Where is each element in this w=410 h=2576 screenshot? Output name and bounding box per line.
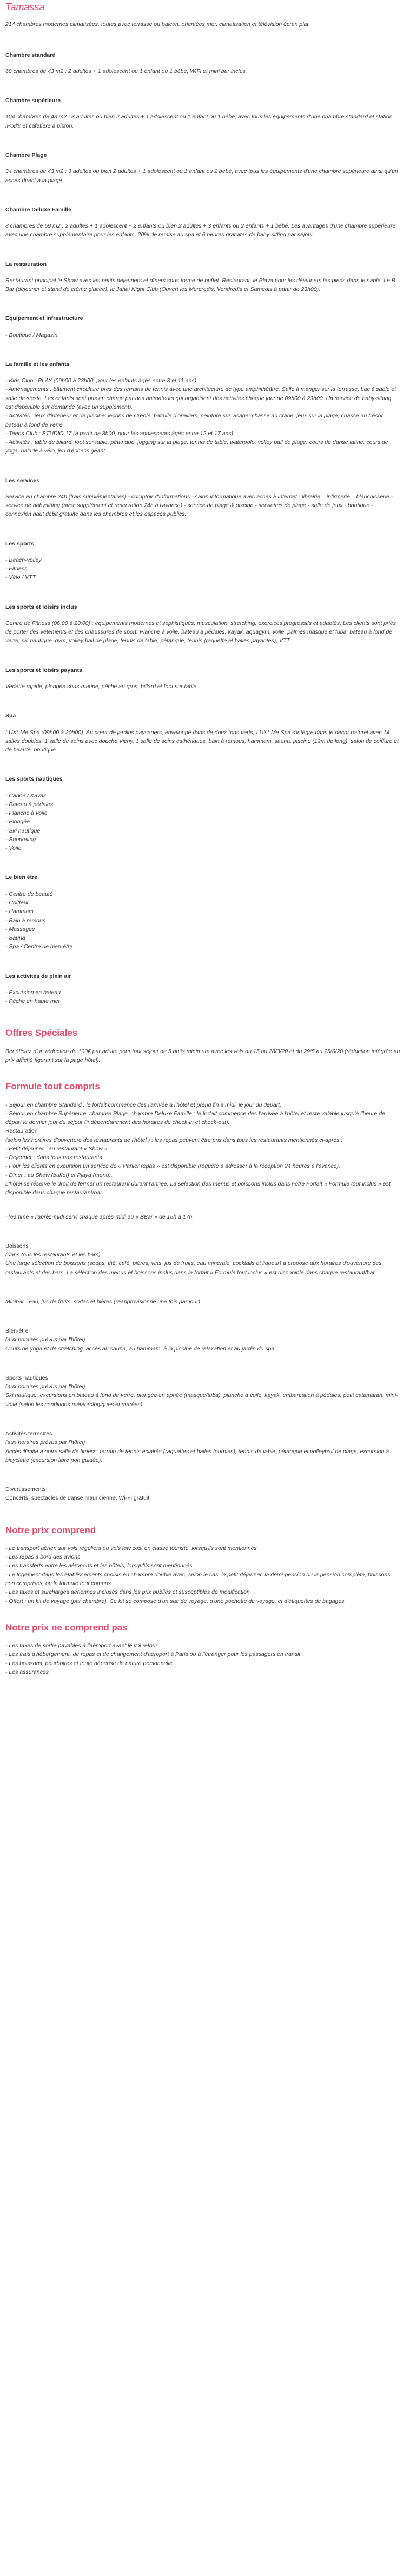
famille-heading: La famille et les enfants — [5, 361, 70, 368]
list-item: - Aménagements : bâtiment circulaire près des terrains de tennis avec une architecture de type amphithéâtre. Salle à manger sur la terrasse, bac à sable et salle de sieste. Les enfants sont pris en charge par des animateurs qui organisent des activités chaque jour de 09h00 à 23h00. Un service de baby-sitting est disponible sur demande (avec un supplément). — [5, 386, 396, 410]
activites-terrestres-section — [5, 1429, 400, 1465]
activites-terrestres-heading: Activités terrestres — [5, 1430, 52, 1437]
room-deluxe-heading: Chambre Deluxe Famille — [5, 206, 71, 213]
prix-comprend-heading: Notre prix comprend — [5, 1525, 96, 1535]
forfait-line: - Pour les clients en excursion un service de « Panier repas » est disponible (requête à adresser à la réception 24 heures à l'avance). — [5, 1163, 340, 1170]
bien-etre-inclus-line: (aux horaires prévus par l'hôtel) — [5, 1336, 85, 1343]
bien-etre-inclus-heading: Bien-être — [5, 1328, 29, 1335]
bien-etre-inclus-section — [5, 1327, 400, 1353]
forfait-line: (selon les horaires d'ouverture des restaurants de l'hôtel.) : les repas peuvent être pris dans tous les restaurants mentionnés ci-après : — [5, 1136, 343, 1143]
minibar-section — [5, 1297, 400, 1306]
room-superieure-section — [5, 96, 400, 130]
list-item: - Beach-volley — [5, 556, 42, 563]
list-item: - Les transferts entre les aéroports et les hôtels, lorsqu'ils sont mentionnés — [5, 1562, 193, 1569]
list-item: - Spa / Centre de bien-être — [5, 943, 73, 950]
forfait-line: L'hôtel se réserve le droit de fermer un restaurant durant l'année. La sélection des menus et boissons inclus dans notre Forfait « Formule tout inclus » est disponible dans chaque restaurant/bar. — [5, 1181, 391, 1196]
forfait-line: - Déjeuner : dans tous nos restaurants. — [5, 1154, 104, 1161]
tea-time-section — [5, 1213, 400, 1221]
room-superieure-heading: Chambre supérieure — [5, 97, 61, 104]
list-item: - Pêche en haute mer — [5, 998, 60, 1005]
hotel-intro: 214 chambres modernes climatisées, toutes avec terrasse ou balcon, orientées mer, climatisation et télévision écran plat. — [5, 21, 310, 28]
room-deluxe-text: 8 chambres de 59 m2 : 2 adultes + 1 adolescent + 2 enfants ou bien 2 adultes + 3 enfants ou 2 enfants + 1 bébé. Les avantages d'une chambre supérieure avec une chambre supplémentaire pour les enfants. 20% de remise au spa et 6 heures gratuites de baby-sitting par séjour. — [5, 223, 396, 238]
list-item: - Les taxes et surcharges aériennes incluses dans les prix publiés et susceptibles de modification — [5, 1589, 250, 1596]
bien-etre-inclus-line: Cours de yoga et de stretching, accès au sauna, au hammam, à la piscine de relaxation et au jardin du spa. — [5, 1345, 276, 1352]
bien-etre-heading: Le bien être — [5, 874, 37, 881]
forfait-section — [5, 1080, 400, 1197]
forfait-line: - Séjour en chambre Supérieure, chambre Plage, chambre Deluxe Famille : le forfait commence dès l'arrivée à l'hôtel et reste valable jusqu'à l'heure de départ le dernier jour du séjour (indépendamment des horaires de check-in et check-out). — [5, 1110, 385, 1126]
spa-text: LUX* Me Spa (09h00 à 20h00): Au cœur de jardins paysagers, enveloppé dans de doux tons verts, LUX* Me Spa s'intègre dans le décor naturel avec 14 salles doubles, 1 salle de soins avec douche Vichy, 1 salle de soins esthétiques, bain à remous, hammam, sauna, piscine (12m de long), salon de coiffure et de beauté, boutique. — [5, 729, 399, 754]
divertissements-heading: Divertissements — [5, 1486, 46, 1493]
list-item: - Bateau à pédales — [5, 801, 54, 808]
list-item: - Les taxes de sortie payables à l'aéroport avant le vol retour — [5, 1642, 157, 1649]
sports-nautiques-inclus-line: Ski nautique, excursions en bateau à fond de verre, plongée en apnée (masque/tuba), planche à voile, kayak, embarcation à pédales, petit catamaran, mini-voile (selon les conditions météorologiques et marées). — [5, 1392, 398, 1408]
list-item: - Massages — [5, 926, 35, 933]
list-item: - Excursion en bateau — [5, 989, 61, 996]
restauration-heading: La restauration — [5, 261, 47, 268]
list-item: - Vélo / VTT — [5, 574, 36, 581]
list-item: - Les repas à bord des avions — [5, 1554, 81, 1561]
room-plage-section — [5, 151, 400, 185]
services-text: Service en chambre 24h (frais supplémentaires) - comptoir d'informations - salon informatique avec accès à Internet - librairie – infirmerie – blanchisserie - service de babysitting (avec supplément et réservation 24h à l'avance) - service de plage & piscine - serviettes de plage - salle de jeux - boutique - connexion haut débit gratuite dans les chambres et les espaces publics. — [5, 493, 393, 518]
list-item: - Planche à voile — [5, 810, 48, 817]
forfait-heading: Formule tout compris — [5, 1081, 100, 1092]
room-superieure-text: 104 chambres de 43 m2 : 3 adultes ou bien 2 adultes + 1 adolescent ou 1 enfant ou 1 bébé, avec tous les équipements d'une chambre standard et station iPod® et cafetière à piston. — [5, 114, 393, 129]
list-item: - Ski nautique — [5, 827, 41, 834]
list-item: - Le transport aérien sur vols réguliers ou vols low cost en classe touriste, lorsqu'ils sont mentionnés — [5, 1545, 257, 1552]
sports-loisirs-payants-text: Vedette rapide, plongée sous-marine, pêche au gros, billard et foot sur table. — [5, 683, 199, 690]
bien-etre-section — [5, 873, 400, 951]
tea-time-text: -Tea time « l'après-midi servi chaque après-midi au « BBar » de 15h à 17h. — [5, 1213, 194, 1220]
spa-heading: Spa — [5, 713, 16, 720]
services-heading: Les services — [5, 477, 40, 484]
list-item: - Teens Club : STUDIO 17 (à partir de 8h00, pour les adolescents âgés entre 12 et 17 ans) — [5, 430, 234, 437]
forfait-subheading: Restauration — [5, 1128, 38, 1135]
list-item: - Coiffeur — [5, 900, 29, 906]
room-deluxe-section — [5, 205, 400, 239]
sports-section — [5, 540, 400, 582]
sports-loisirs-inclus-section — [5, 603, 400, 645]
list-item: - Canoë / Kayak — [5, 792, 47, 799]
forfait-line: - Séjour en chambre Standard : le forfait commence dès l'arrivée à l'hôtel et prend fin à midi, le jour du départ. — [5, 1101, 282, 1108]
prix-ne-comprend-section — [5, 1621, 400, 1676]
list-item: - Les boissons, pourboires et toute dépense de nature personnelle — [5, 1660, 173, 1667]
sports-loisirs-inclus-heading: Les sports et loisirs inclus — [5, 603, 77, 610]
divertissements-section — [5, 1485, 400, 1503]
list-item: - Boutique / Magasin — [5, 331, 58, 338]
hotel-title: Tamassa — [5, 2, 45, 12]
services-section — [5, 476, 400, 519]
sports-nautiques-inclus-section — [5, 1374, 400, 1409]
room-plage-heading: Chambre Plage — [5, 151, 47, 158]
room-standard-section — [5, 51, 400, 76]
list-item: - Kids Club : PLAY (09h00 à 23h00, pour les enfants âgés entre 3 et 11 ans) — [5, 377, 197, 384]
list-item: - Centre de beauté — [5, 890, 53, 897]
room-standard-text: 68 chambres de 43 m2 : 2 adultes + 1 adolescent ou 1 enfant ou 1 bébé, WiFi et mini bar inclus. — [5, 68, 247, 75]
list-item: - Le logement dans les établissements choisis en chambre double avec, selon le cas, le petit déjeuner, la demi-pension ou la pension complète, boissons non comprises, ou la formule tout compris — [5, 1571, 391, 1587]
forfait-line: - Petit déjeuner : au restaurant « Show ». — [5, 1145, 109, 1152]
list-item: - Sauna — [5, 935, 25, 942]
boissons-line: Une large sélection de boissons (sodas, thé, café, bières, vins, jus de fruits, eau minérale, cocktails et liqueur) à proposé aux horaires d'ouverture des restaurants et des bars. La sélection des menus et boissons inclus dans le forfait « Formule tout inclus » est disponible dans chaque restaurant/bar. — [5, 1260, 382, 1276]
list-item: - Fitness — [5, 565, 28, 573]
room-standard-heading: Chambre standard — [5, 51, 56, 58]
famille-section — [5, 360, 400, 456]
list-item: - Activités : table de billard, foot sur table, pétanque, jogging sur la plage, tennis de table, waterpolo, volley ball de plage, cours de danse latine, cours de yoga, balade à vélo, jeu d'échecs géant. — [5, 439, 388, 455]
offres-text: Bénéficiez d'un réduction de 100€ par adulte pour tout séjour de 5 nuits minimum avec les vols du 15 au 28/3/20 et du 29/5 au 25/6/20 (réduction intégrée au prix affiché figurant sur la page hôtel). — [5, 1048, 400, 1063]
offres-heading: Offres Spéciales — [5, 1028, 78, 1039]
list-item: - Les assurances — [5, 1668, 49, 1675]
list-item: - Les frais d'hébergement, de repas et de changement d'aéroport à Paris ou à l'étranger pour les passagers en transit — [5, 1651, 301, 1658]
list-item: - Hammam — [5, 908, 34, 915]
equipement-heading: Equipement et infrastructure — [5, 315, 83, 322]
sports-nautiques-inclus-line: (aux horaires prévus par l'hôtel) — [5, 1383, 85, 1390]
activites-terrestres-line: (aux horaires prévus par l'hôtel) — [5, 1439, 85, 1446]
sports-heading: Les sports — [5, 540, 35, 547]
sports-nautiques-section — [5, 775, 400, 853]
list-item: - Voile — [5, 845, 22, 852]
sports-loisirs-inclus-text: Centre de Fitness (06:00 à 20:00) : équipements modernes et sophistiqués, musculation, stretching, exercices progressifs et adaptés. Les clients sont priés de porter des vêtements et des chaussures de sport. Planche à voile, bateau à pédales, kayak, aquagym, voile, palmes masque et tuba, bateau à fond de verre, ski nautique, gym, volley ball de plage, tennis de table, pétanque, tennis (raquette et balles payantes), VTT. — [5, 620, 396, 644]
restauration-text: Restaurant principal le Show avec les petits déjeuners et dîners sous forme de buffet. Restaurant, le Playa pour les déjeuners les pieds dans le sable. Le B Bar (déjeuner et stand de crème glacée), le Jahai Night Club (Ouvert les Mercredis, Vendredis et Samedis à partir de 23h00). — [5, 277, 395, 293]
sports-loisirs-payants-section — [5, 666, 400, 691]
room-plage-text: 34 chambres de 43 m2 : 3 adultes ou bien 2 adultes + 1 adolescent ou 1 enfant ou 1 bébé, avec tous les équipements d'une chambre supérieure ainsi qu'un accès direct à la plage. — [5, 168, 398, 184]
list-item: - Activités : jeux d'intérieur et de piscine, leçons de Créole, bataille d'oreillers, peinture sur visage, chasse au crabe, jeux sur la plage, chasse au trésor, bateau à fond de verre. — [5, 412, 385, 428]
offres-section — [5, 1026, 400, 1064]
list-item: - Bain à remous — [5, 917, 46, 924]
minibar-text: Minibar : eau, jus de fruits, sodas et bières (réapprovisionné une fois par jour). — [5, 1298, 202, 1305]
forfait-line: - Dîner : au Show (buffet) et Playa (menu). — [5, 1171, 113, 1179]
spa-section — [5, 711, 400, 754]
list-item: - Plongée — [5, 818, 30, 826]
list-item: - Offert : un kit de voyage (par chambre). Ce kit se compose d'un sac de voyage, d'une pochette de voyage, et d'étiquettes de bagages. — [5, 1597, 346, 1605]
prix-comprend-section — [5, 1523, 400, 1606]
equipement-section — [5, 314, 400, 340]
divertissements-line: Concerts, spectacles de danse mauricienne, Wi-Fi gratuit. — [5, 1495, 151, 1502]
sports-nautiques-inclus-heading: Sports nautiques — [5, 1374, 48, 1381]
plein-air-heading: Les activités de plein air — [5, 973, 71, 980]
plein-air-section — [5, 972, 400, 1006]
sports-nautiques-heading: Les sports nautiques — [5, 776, 63, 783]
prix-ne-comprend-heading: Notre prix ne comprend pas — [5, 1622, 128, 1633]
sports-loisirs-payants-heading: Les sports et loisirs payants — [5, 667, 82, 674]
activites-terrestres-line: Accès illimité à notre salle de fitness, terrain de tennis éclairés (raquettes et balles fournies), tennis de table, pétanque et volleyball de plage, excursion à bicyclette (excursion libre non guidée). — [5, 1448, 389, 1463]
restauration-section — [5, 260, 400, 294]
boissons-section — [5, 1242, 400, 1277]
boissons-line: (dans tous les restaurants et les bars) — [5, 1252, 101, 1259]
boissons-heading: Boissons — [5, 1242, 29, 1249]
list-item: - Snorkeling — [5, 836, 36, 843]
